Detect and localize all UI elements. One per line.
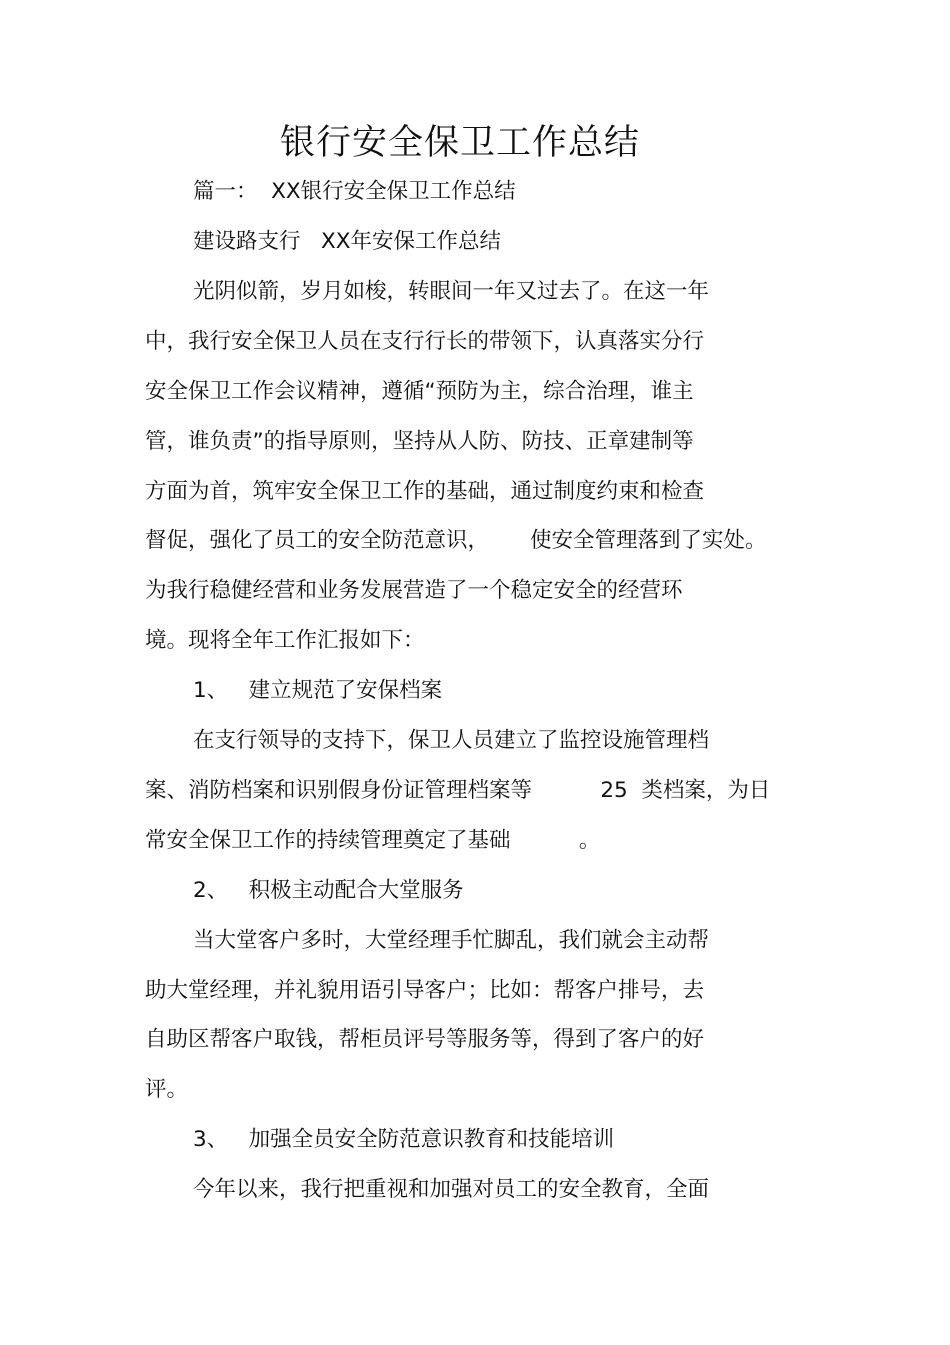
list-heading-1: 1、 建立规范了安保档案: [193, 678, 443, 703]
paragraph-line: 中，我行安全保卫人员在支行行长的带领下，认真落实分行: [145, 329, 705, 354]
paragraph-line: 自助区帮客户取钱，帮柜员评号等服务等，得到了客户的好: [145, 1027, 705, 1052]
document-title: 银行安全保卫工作总结: [279, 123, 640, 163]
paragraph-line: 当大堂客户多时，大堂经理手忙脚乱，我们就会主动帮: [193, 928, 710, 953]
paragraph-line: 方面为首，筑牢安全保卫工作的基础，通过制度约束和检查: [145, 479, 705, 504]
paragraph-line: 助大堂经理，并礼貌用语引导客户；比如：帮客户排号，去: [145, 978, 705, 1003]
paragraph-line: 常安全保卫工作的持续管理奠定了基础 。: [145, 828, 601, 853]
paragraph-line: 案、消防档案和识别假身份证管理档案等 25 类档案，为日: [145, 778, 771, 803]
paragraph-line: 安全保卫工作会议精神，遵循“预防为主，综合治理，谁主: [145, 379, 694, 404]
paragraph-line: 境。现将全年工作汇报如下：: [145, 628, 425, 653]
paragraph-line: 管，谁负责”的指导原则，坚持从人防、防技、正章建制等: [145, 429, 694, 454]
subtitle-line: 建设路支行 XX年安保工作总结: [193, 229, 501, 254]
list-heading-2: 2、 积极主动配合大堂服务: [193, 878, 464, 903]
paragraph-line: 督促，强化了员工的安全防范意识， 使安全管理落到了实处。: [145, 528, 767, 553]
paragraph-line: 光阴似箭，岁月如梭，转眼间一年又过去了。在这一年: [193, 279, 710, 304]
paragraph-line: 为我行稳健经营和业务发展营造了一个稳定安全的经营环: [145, 578, 683, 603]
paragraph-line: 今年以来，我行把重视和加强对员工的安全教育，全面: [193, 1177, 710, 1202]
paragraph-line: 评。: [145, 1077, 189, 1102]
section-heading-1: 篇一： XX银行安全保卫工作总结: [193, 179, 516, 204]
paragraph-line: 在支行领导的支持下，保卫人员建立了监控设施管理档: [193, 728, 710, 753]
list-heading-3: 3、 加强全员安全防范意识教育和技能培训: [193, 1127, 615, 1152]
